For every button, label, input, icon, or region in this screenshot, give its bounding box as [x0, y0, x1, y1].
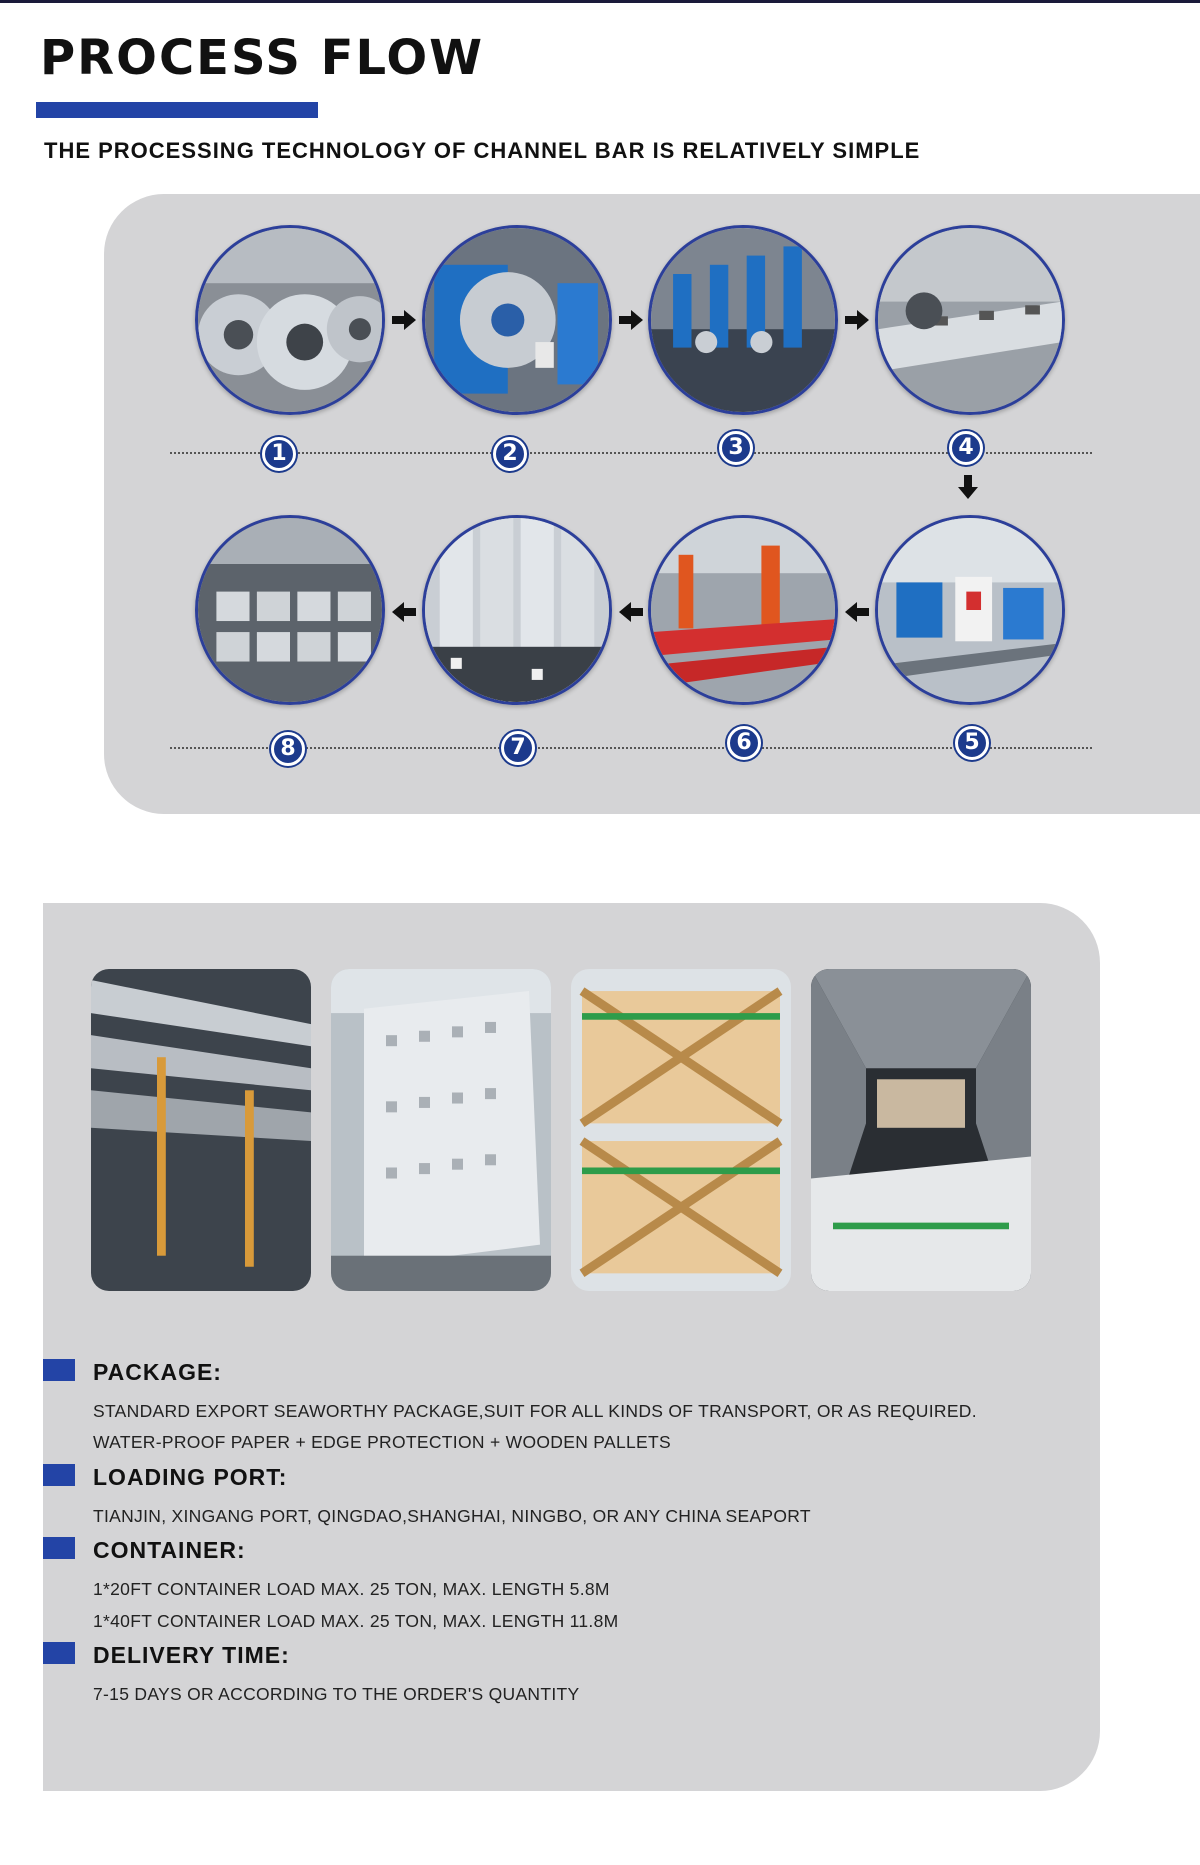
arrow-left-icon	[619, 602, 643, 622]
step-badge: 7	[501, 731, 535, 765]
loading-port-heading: LOADING PORT:	[93, 1464, 288, 1490]
package-heading: PACKAGE:	[93, 1359, 222, 1385]
package-line-1: STANDARD EXPORT SEAWORTHY PACKAGE,SUIT FOR ALL KINDS OF TRANSPORT, OR AS REQUIRED.	[93, 1401, 977, 1421]
arrow-left-icon	[845, 602, 869, 622]
row-2-dotted-line	[170, 747, 1092, 749]
step-3-photo-roll-forming-line	[648, 225, 838, 415]
step-8-photo-bundled-channels	[195, 515, 385, 705]
arrow-right-icon	[845, 310, 869, 330]
packaging-photo-bundled-steel	[91, 969, 311, 1291]
arrow-right-icon	[619, 310, 643, 330]
step-1-photo-steel-coils	[195, 225, 385, 415]
step-badge: 2	[493, 437, 527, 471]
container-heading: CONTAINER:	[93, 1537, 246, 1563]
container-line-2: 1*40FT CONTAINER LOAD MAX. 25 TON, MAX. LENGTH 11.8M	[93, 1611, 619, 1631]
arrow-down-icon	[958, 475, 978, 499]
page-title: PROCESS FLOW	[40, 30, 485, 86]
section-marker	[43, 1537, 75, 1559]
packaging-photo-loaded-container	[811, 969, 1031, 1291]
arrow-right-icon	[392, 310, 416, 330]
step-2-photo-uncoiler-machine	[422, 225, 612, 415]
title-accent-bar	[36, 102, 318, 118]
package-line-2: WATER-PROOF PAPER + EDGE PROTECTION + WOODEN PALLETS	[93, 1432, 671, 1452]
step-badge: 6	[727, 726, 761, 760]
loading-port-line-1: TIANJIN, XINGANG PORT, QINGDAO,SHANGHAI, NINGBO, OR ANY CHINA SEAPORT	[93, 1506, 811, 1526]
container-line-1: 1*20FT CONTAINER LOAD MAX. 25 TON, MAX. LENGTH 5.8M	[93, 1579, 610, 1599]
page-subtitle: THE PROCESSING TECHNOLOGY OF CHANNEL BAR IS RELATIVELY SIMPLE	[44, 138, 921, 163]
section-marker	[43, 1359, 75, 1381]
packaging-photo-wooden-crates	[571, 969, 791, 1291]
delivery-time-line-1: 7-15 DAYS OR ACCORDING TO THE ORDER'S QUANTITY	[93, 1684, 580, 1704]
step-badge: 3	[719, 431, 753, 465]
step-6-photo-robotic-welding	[648, 515, 838, 705]
step-5-photo-production-line	[875, 515, 1065, 705]
step-badge: 1	[262, 437, 296, 471]
step-badge: 4	[949, 431, 983, 465]
step-7-photo-slotted-channels	[422, 515, 612, 705]
section-marker	[43, 1642, 75, 1664]
delivery-time-heading: DELIVERY TIME:	[93, 1642, 290, 1668]
arrow-left-icon	[392, 602, 416, 622]
top-rule	[0, 0, 1200, 3]
section-marker	[43, 1464, 75, 1486]
packaging-photo-stacked-channels	[331, 969, 551, 1291]
step-badge: 8	[271, 732, 305, 766]
step-badge: 5	[955, 726, 989, 760]
step-4-photo-punching-strip	[875, 225, 1065, 415]
